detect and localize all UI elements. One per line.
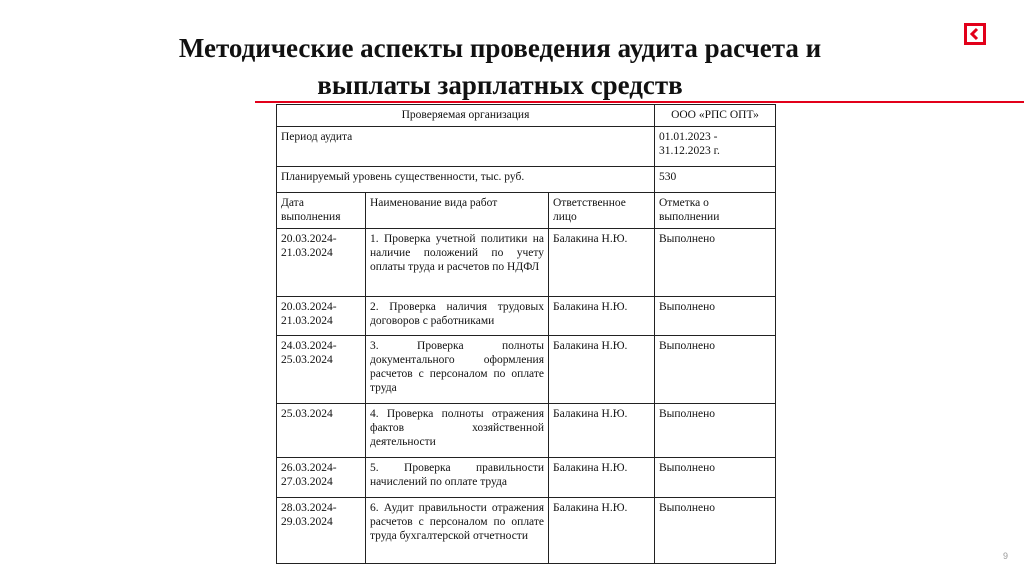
row-mark: Выполнено	[655, 458, 776, 498]
table-row	[277, 336, 776, 404]
row-mark: Выполнено	[655, 498, 776, 564]
slide-title	[0, 30, 1000, 104]
materiality-label: Планируемый уровень существенности, тыс. руб.	[277, 167, 655, 193]
row-date: 26.03.2024-27.03.2024	[277, 458, 366, 498]
period-value-end: 31.12.2023 г.	[659, 145, 720, 157]
period-value	[655, 127, 776, 167]
header-responsible: Ответственное лицо	[549, 193, 655, 229]
audit-plan-table	[276, 104, 776, 564]
header-date: Дата выполнения	[277, 193, 366, 229]
materiality-row	[277, 167, 776, 193]
row-date: 25.03.2024	[277, 404, 366, 458]
table-row	[277, 229, 776, 297]
title-underline	[255, 101, 1024, 103]
period-row	[277, 127, 776, 167]
table-row	[277, 458, 776, 498]
row-responsible: Балакина Н.Ю.	[549, 336, 655, 404]
back-arrow-icon[interactable]	[964, 23, 986, 45]
row-work: 6. Аудит правильности отражения расчетов с персоналом по оплате труда бухгалтерской отчетности	[366, 498, 549, 564]
row-responsible: Балакина Н.Ю.	[549, 297, 655, 336]
table-row	[277, 498, 776, 564]
header-work: Наименование вида работ	[366, 193, 549, 229]
org-row	[277, 105, 776, 127]
row-work: 3. Проверка полноты документального оформления расчетов с персоналом по оплате труда	[366, 336, 549, 404]
materiality-value: 530	[655, 167, 776, 193]
header-row	[277, 193, 776, 229]
row-date: 20.03.2024-21.03.2024	[277, 297, 366, 336]
org-label: Проверяемая организация	[277, 105, 655, 127]
row-work: 5. Проверка правильности начислений по оплате труда	[366, 458, 549, 498]
row-work: 1. Проверка учетной политики на наличие положений по учету оплаты труда и расчетов по НДФЛ	[366, 229, 549, 297]
row-date: 24.03.2024-25.03.2024	[277, 336, 366, 404]
row-mark: Выполнено	[655, 229, 776, 297]
row-date: 20.03.2024-21.03.2024	[277, 229, 366, 297]
row-responsible: Балакина Н.Ю.	[549, 498, 655, 564]
row-mark: Выполнено	[655, 404, 776, 458]
header-mark: Отметка о выполнении	[655, 193, 776, 229]
period-value-start: 01.01.2023 -	[659, 131, 718, 143]
row-date: 28.03.2024-29.03.2024	[277, 498, 366, 564]
row-responsible: Балакина Н.Ю.	[549, 229, 655, 297]
row-mark: Выполнено	[655, 336, 776, 404]
slide-title-line-1: Методические аспекты проведения аудита расчета и	[178, 33, 822, 63]
table-row	[277, 297, 776, 336]
table-row	[277, 404, 776, 458]
org-value: ООО «РПС ОПТ»	[655, 105, 776, 127]
row-work: 2. Проверка наличия трудовых договоров с работниками	[366, 297, 549, 336]
row-mark: Выполнено	[655, 297, 776, 336]
row-work: 4. Проверка полноты отражения фактов хозяйственной деятельности	[366, 404, 549, 458]
page-number: 9	[1002, 551, 1008, 561]
period-label: Период аудита	[277, 127, 655, 167]
row-responsible: Балакина Н.Ю.	[549, 404, 655, 458]
row-responsible: Балакина Н.Ю.	[549, 458, 655, 498]
slide-title-line-2: выплаты зарплатных средств	[317, 70, 683, 100]
